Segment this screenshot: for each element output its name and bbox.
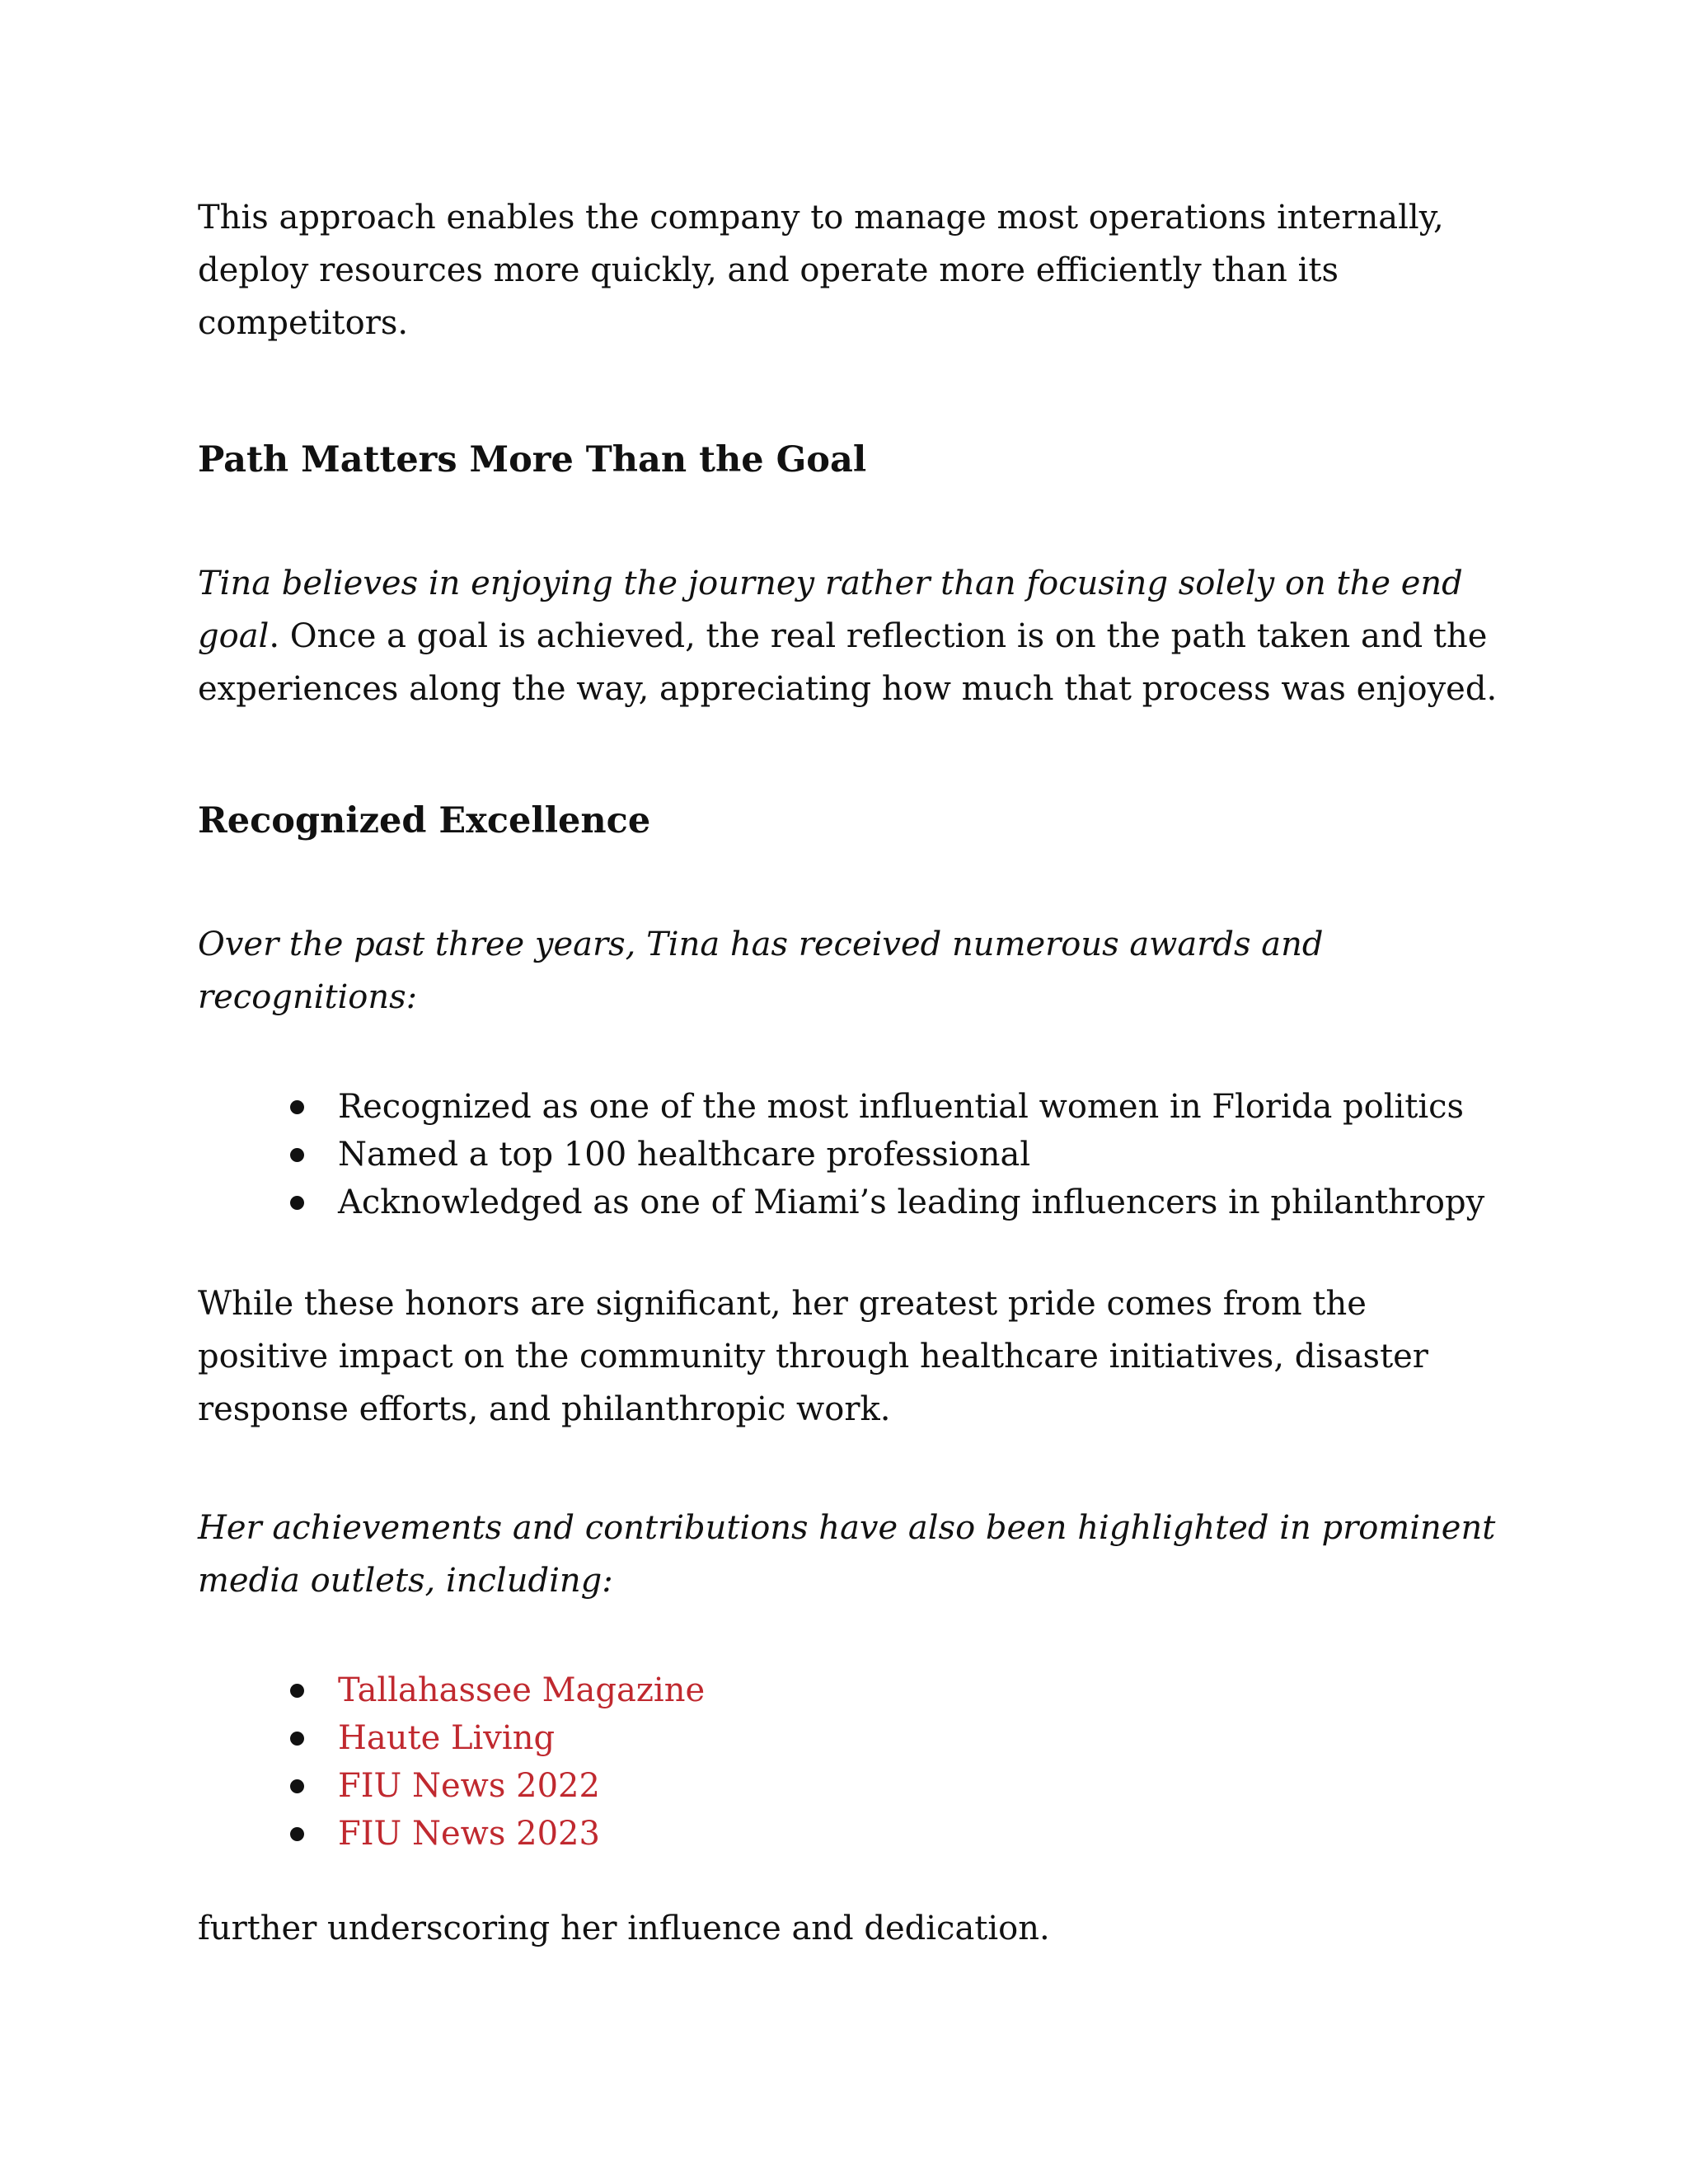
list-item [198,1083,1500,1131]
bullet-icon [290,1148,304,1162]
awards-intro-italic: Over the past three years, Tina has received numerous awards and recognitions: [198,926,1324,1016]
path-italic-lead: Tina believes in enjoying the journey rather than focusing solely on the end goal [198,565,1463,655]
media-list [198,1666,1500,1858]
media-intro-italic: Her achievements and contributions have also been highlighted in prominent media outlets, including: [198,1509,1496,1600]
intro-paragraph: This approach enables the company to manage most operations internally, deploy resources more quickly, and operate more efficiently than its competitors. [198,199,1444,342]
bullet-icon [290,1732,304,1746]
link-haute-living[interactable]: Haute Living [338,1719,556,1757]
award-text: Recognized as one of the most influential women in Florida politics [338,1088,1465,1126]
list-item [198,1131,1500,1179]
link-tallahassee-magazine[interactable]: Tallahassee Magazine [338,1671,706,1709]
list-item [198,1714,1500,1762]
bullet-icon [290,1684,304,1698]
bullet-icon [290,1100,304,1114]
media-intro [198,1502,1500,1607]
list-item [198,1666,1500,1714]
honors-paragraph: While these honors are significant, her greatest pride comes from the positive impact on the community through healthcare initiatives, disaster response efforts, and philanthropic work. [198,1285,1428,1428]
link-fiu-news-2022[interactable]: FIU News 2022 [338,1767,600,1805]
award-text: Acknowledged as one of Miami’s leading influencers in philanthropy [338,1183,1485,1221]
list-item [198,1179,1500,1226]
list-item [198,1762,1500,1810]
path-paragraph [198,557,1500,715]
award-text: Named a top 100 healthcare professional [338,1136,1031,1174]
awards-list [198,1083,1500,1226]
document-page [198,191,1500,1955]
heading-recognized-excellence: Recognized Excellence [198,800,651,841]
bullet-icon [290,1827,304,1841]
heading-path-matters: Path Matters More Than the Goal [198,439,867,480]
bullet-icon [290,1779,304,1793]
awards-intro [198,918,1500,1024]
list-item [198,1810,1500,1858]
path-body: . Once a goal is achieved, the real reflection is on the path taken and the experiences along the way, appreciating how much that process was enjoyed. [198,617,1498,708]
link-fiu-news-2023[interactable]: FIU News 2023 [338,1815,600,1853]
closing-paragraph: further underscoring her influence and dedication. [198,1910,1050,1947]
bullet-icon [290,1196,304,1210]
